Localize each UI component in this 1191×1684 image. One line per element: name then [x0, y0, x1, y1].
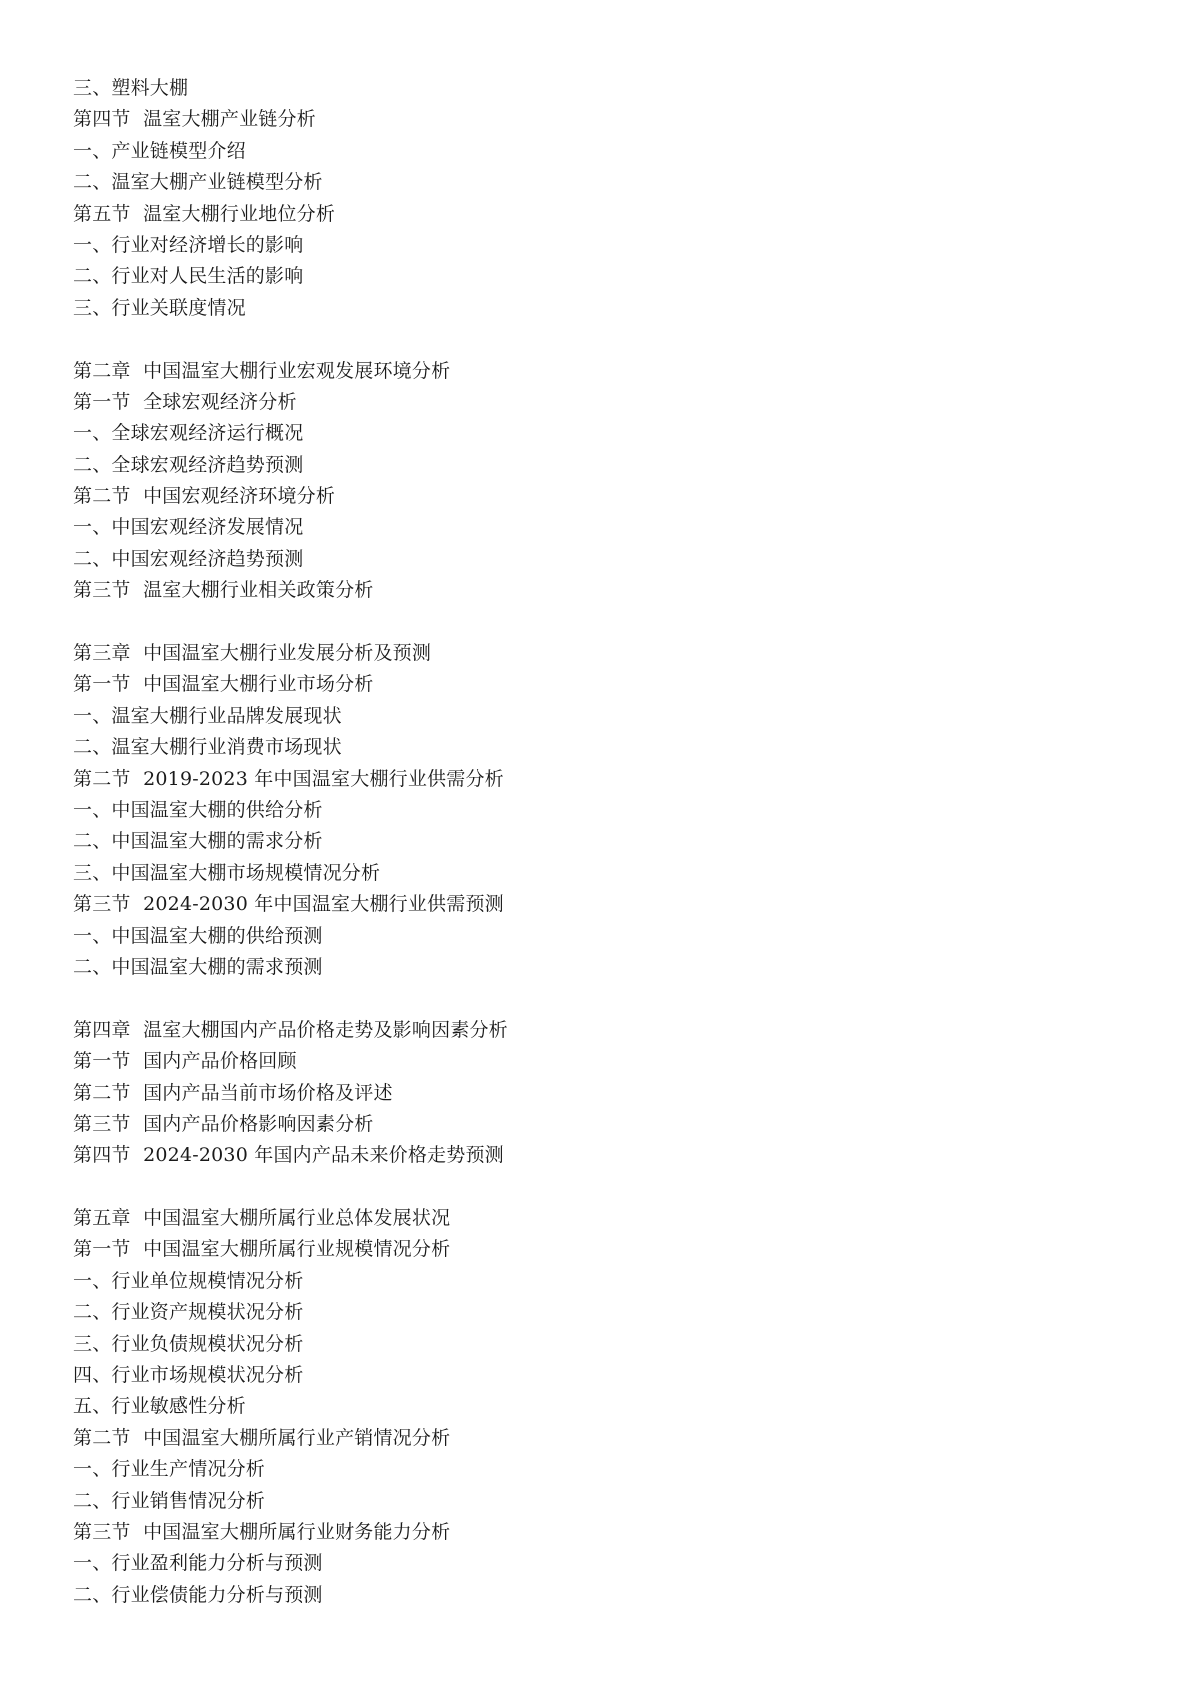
toc-line: 二、行业销售情况分析	[73, 1489, 266, 1512]
toc-line: 五、行业敏感性分析	[73, 1395, 246, 1418]
toc-line: 一、行业单位规模情况分析	[73, 1269, 304, 1292]
toc-line: 第三节 中国温室大棚所属行业财务能力分析	[73, 1520, 451, 1543]
chapter-heading: 第五章 中国温室大棚所属行业总体发展状况	[73, 1207, 451, 1230]
toc-line: 第一节 中国温室大棚所属行业规模情况分析	[73, 1238, 451, 1261]
toc-line: 二、温室大棚产业链模型分析	[73, 171, 323, 194]
toc-line: 二、行业对人民生活的影响	[73, 265, 304, 288]
toc-line: 一、行业盈利能力分析与预测	[73, 1552, 323, 1575]
toc-line: 第二节 中国宏观经济环境分析	[73, 485, 336, 508]
toc-line: 二、中国温室大棚的需求预测	[73, 955, 323, 978]
chapter-heading: 第四章 温室大棚国内产品价格走势及影响因素分析	[73, 1018, 508, 1041]
toc-line: 第二节 国内产品当前市场价格及评述	[73, 1081, 393, 1104]
toc-line: 三、行业负债规模状况分析	[73, 1332, 304, 1355]
toc-line: 二、中国宏观经济趋势预测	[73, 547, 304, 570]
toc-line: 二、全球宏观经济趋势预测	[73, 453, 304, 476]
blank-line	[73, 1172, 1133, 1203]
toc-line: 二、行业偿债能力分析与预测	[73, 1583, 323, 1606]
toc-line: 第四节 2024-2030 年国内产品未来价格走势预测	[73, 1144, 504, 1167]
toc-line: 一、温室大棚行业品牌发展现状	[73, 704, 342, 727]
toc-line: 第三节 温室大棚行业相关政策分析	[73, 579, 374, 602]
toc-line: 一、行业生产情况分析	[73, 1458, 266, 1481]
toc-line: 第一节 全球宏观经济分析	[73, 390, 297, 413]
toc-line: 一、全球宏观经济运行概况	[73, 422, 304, 445]
table-of-contents	[73, 73, 1133, 1611]
toc-line: 一、产业链模型介绍	[73, 139, 246, 162]
blank-line	[73, 983, 1133, 1014]
toc-line: 二、温室大棚行业消费市场现状	[73, 736, 342, 759]
toc-line: 第一节 中国温室大棚行业市场分析	[73, 673, 374, 696]
toc-line: 一、中国温室大棚的供给分析	[73, 798, 323, 821]
toc-line: 第一节 国内产品价格回顾	[73, 1050, 297, 1073]
toc-line: 三、中国温室大棚市场规模情况分析	[73, 861, 381, 884]
toc-line: 一、中国宏观经济发展情况	[73, 516, 304, 539]
blank-line	[73, 324, 1133, 355]
chapter-heading: 第二章 中国温室大棚行业宏观发展环境分析	[73, 359, 451, 382]
toc-line: 第四节 温室大棚产业链分析	[73, 108, 316, 131]
toc-line: 四、行业市场规模状况分析	[73, 1364, 304, 1387]
toc-line: 三、塑料大棚	[73, 77, 189, 99]
toc-line: 三、行业关联度情况	[73, 296, 246, 319]
blank-line	[73, 607, 1133, 638]
toc-line: 第三节 2024-2030 年中国温室大棚行业供需预测	[73, 893, 504, 916]
toc-line: 二、中国温室大棚的需求分析	[73, 830, 323, 853]
toc-line: 一、行业对经济增长的影响	[73, 233, 304, 256]
toc-line: 二、行业资产规模状况分析	[73, 1301, 304, 1324]
toc-line: 一、中国温室大棚的供给预测	[73, 924, 323, 947]
toc-line: 第三节 国内产品价格影响因素分析	[73, 1112, 374, 1135]
chapter-heading: 第三章 中国温室大棚行业发展分析及预测	[73, 642, 432, 665]
toc-line: 第五节 温室大棚行业地位分析	[73, 202, 336, 225]
toc-line: 第二节 中国温室大棚所属行业产销情况分析	[73, 1426, 451, 1449]
toc-line: 第二节 2019-2023 年中国温室大棚行业供需分析	[73, 767, 504, 790]
